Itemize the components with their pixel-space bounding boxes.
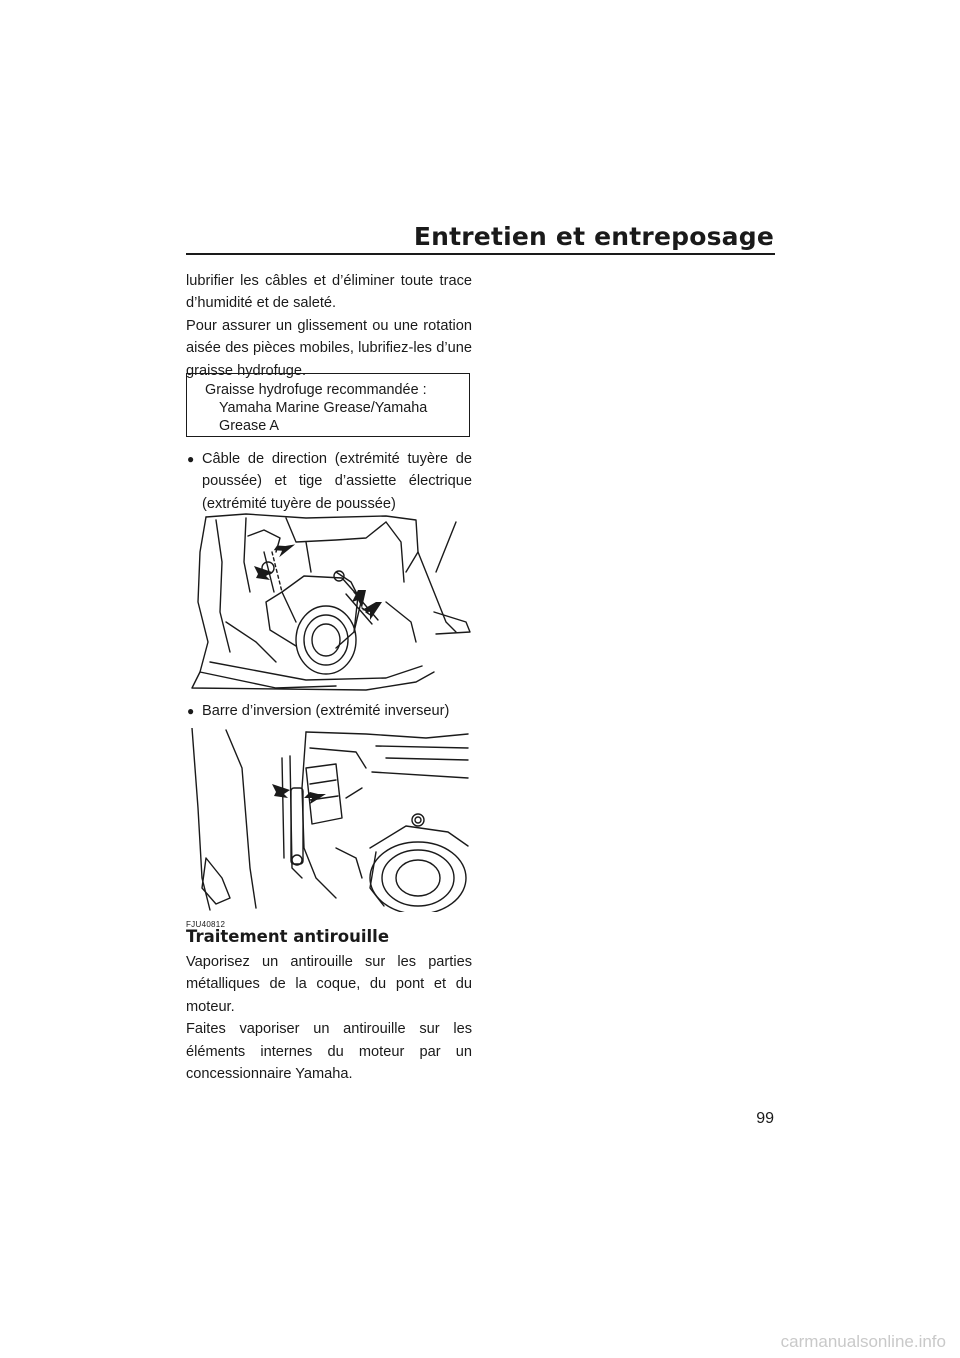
intro-paragraph-2: Pour assurer un glissement ou une rotation aisée des pièces mobiles, lubrifiez-les d’une graisse hydrofuge. xyxy=(186,317,472,379)
spec-value: Yamaha Marine Grease/Yamaha Grease A xyxy=(219,400,428,434)
hull-outline xyxy=(192,514,470,690)
pointer-arrow-icon xyxy=(272,784,326,804)
bullet-text: Câble de direction (extrémité tuyère de poussée) et tige d’assiette électrique (extrémité tuyère de poussée) xyxy=(202,451,472,512)
bullet-item-reverse-rod xyxy=(186,700,472,722)
jet-pump xyxy=(370,814,468,912)
section-paragraph-1: Vaporisez un antirouille sur les parties métalliques de la coque, du pont et du moteur. xyxy=(186,954,472,1015)
steering-rod xyxy=(262,552,378,624)
nozzle xyxy=(266,576,358,674)
intro-paragraph-1: lubrifier les câbles et d’éliminer toute trace d’humidité et de saleté. xyxy=(186,273,472,312)
section-paragraph-2: Faites vaporiser un antirouille sur les éléments internes du moteur par un concessionnaire Yamaha. xyxy=(186,1021,472,1083)
hull-outline xyxy=(192,728,468,910)
page-number: 99 xyxy=(756,1110,774,1127)
reverse-gate xyxy=(282,756,342,878)
bullet-dot-icon: ● xyxy=(187,452,195,466)
spec-label: Graisse hydrofuge recommandée : xyxy=(205,382,427,398)
bullet-dot-icon: ● xyxy=(187,704,195,718)
figure-reverse-rod xyxy=(186,728,472,912)
intro-text xyxy=(186,270,472,382)
document-code: FJU40812 xyxy=(186,920,226,929)
figure-jet-nozzle xyxy=(186,512,472,694)
watermark: carmanualsonline.info xyxy=(780,1332,946,1351)
header-divider xyxy=(186,253,775,255)
bullet-item-steering-cable xyxy=(186,448,472,515)
page-header-title: Entretien et entreposage xyxy=(413,222,774,251)
section-text xyxy=(186,951,472,1085)
grease-spec-box xyxy=(186,373,470,437)
bullet-text: Barre d’inversion (extrémité inverseur) xyxy=(202,703,450,719)
section-heading: Traitement antirouille xyxy=(186,927,390,946)
